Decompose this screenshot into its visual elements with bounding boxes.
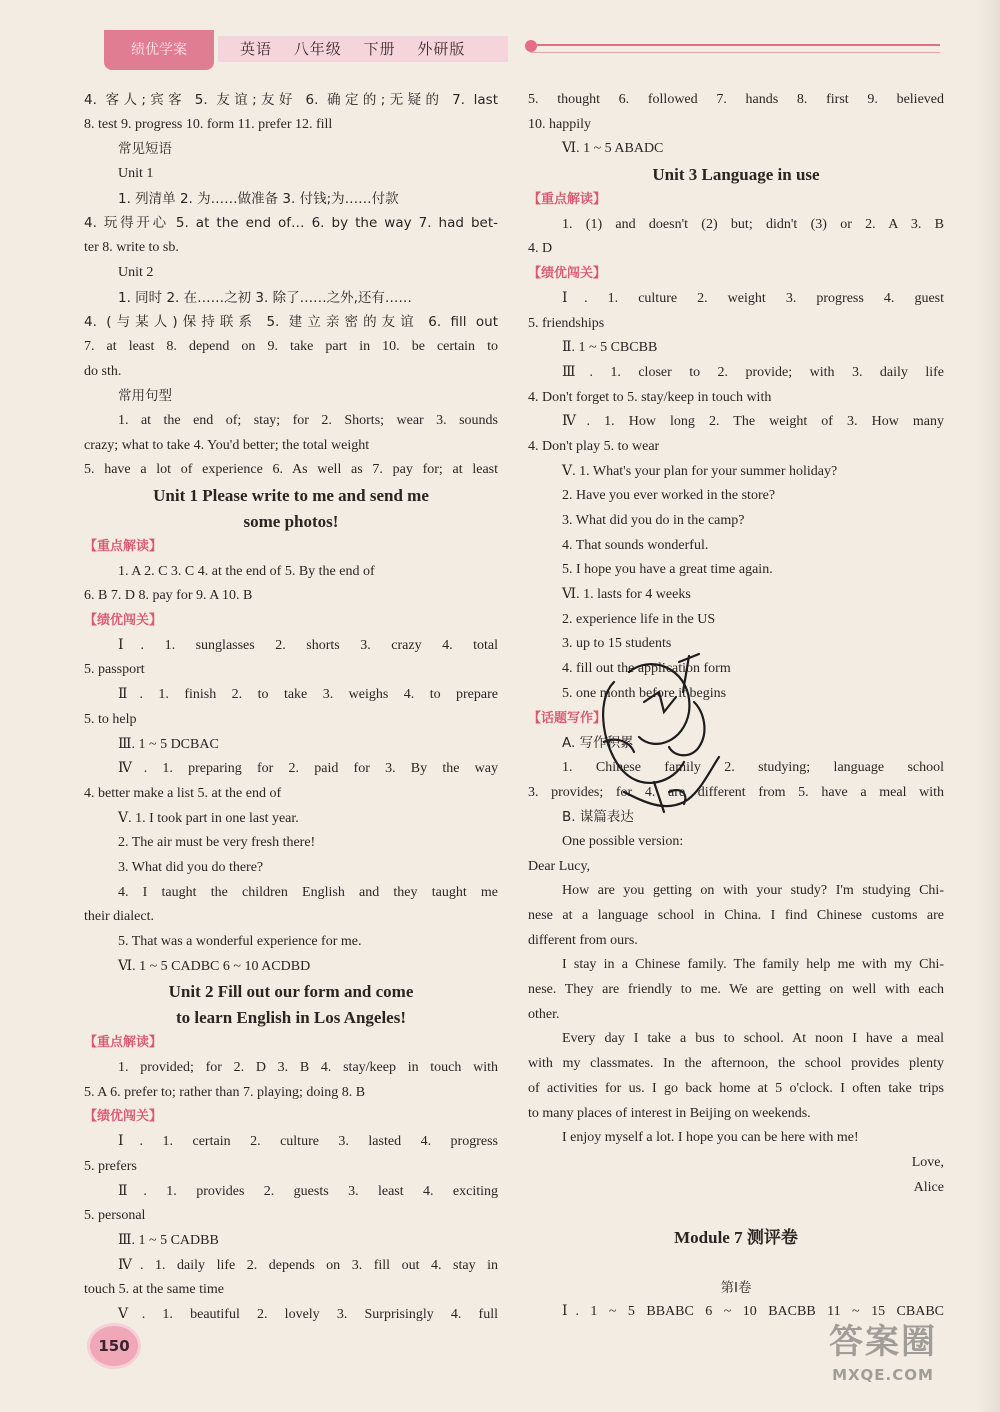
answer-line: Ⅴ. 1. What's your plan for your summer holiday?: [562, 463, 838, 479]
answer-line: 常见短语: [118, 141, 172, 158]
answer-line: 第Ⅰ卷: [720, 1279, 752, 1296]
answer-line: 5. passport: [84, 662, 145, 678]
answer-line: 3. provides; for 4. are different from 5. have a meal with: [528, 784, 944, 800]
answer-line: 5. have a lot of experience 6. As well as 7. pay for; at least: [84, 462, 498, 478]
answer-line: Ⅰ. 1. sunglasses 2. shorts 3. crazy 4. total: [118, 637, 498, 653]
answer-line: Ⅰ. 1. culture 2. weight 3. progress 4. guest: [562, 290, 944, 306]
answer-line: ter 8. write to sb.: [84, 240, 179, 256]
answer-line: Ⅰ. 1 ~ 5 BBABC 6 ~ 10 BACBB 11 ~ 15 CBABC: [562, 1304, 944, 1320]
answer-line: 1. (1) and doesn't (2) but; didn't (3) or 2. A 3. B: [562, 216, 944, 232]
answer-line: 5. personal: [84, 1208, 146, 1224]
answer-line: 4. Don't play 5. to wear: [528, 438, 660, 454]
answer-line: 2. The air must be very fresh there!: [118, 835, 316, 851]
answer-line: Ⅴ. 1. beautiful 2. lovely 3. Surprisingly 4. full: [118, 1306, 498, 1322]
answer-line: 5. to help: [84, 711, 137, 727]
answer-line: 4. I taught the children English and they taught me: [118, 884, 498, 900]
answer-line: Ⅳ. 1. preparing for 2. paid for 3. By the way: [118, 761, 498, 777]
answer-line: A. 写作积累: [562, 735, 634, 752]
left-answer-column: [84, 88, 498, 1328]
watermark-title: 答案圈: [829, 1322, 937, 1362]
answer-line: [528, 1200, 944, 1225]
answer-line: 4. (与某人)保持联系 5. 建立亲密的友谊 6. fill out: [84, 314, 498, 331]
answer-line: Dear Lucy,: [528, 858, 591, 874]
answer-line: 5. friendships: [528, 315, 605, 331]
answer-line: Unit 1 Please write to me and send me: [153, 486, 429, 505]
answer-line: Alice: [913, 1179, 944, 1195]
answer-line: 5. thought 6. followed 7. hands 8. first 9. believed: [528, 92, 944, 107]
answer-line: 1. 列清单 2. 为……做准备 3. 付钱;为……付款: [118, 190, 399, 207]
answer-line: [528, 1251, 944, 1276]
answer-line: 1. Chinese family 2. studying; language school: [562, 759, 944, 775]
subject-label: 英语: [240, 40, 273, 58]
answer-line: Ⅵ. 1 ~ 5 CADBC 6 ~ 10 ACDBD: [118, 958, 311, 974]
edition-label: 外研版: [417, 40, 466, 58]
answer-line: Ⅲ. 1 ~ 5 CADBB: [118, 1232, 219, 1248]
answer-line: do sth.: [84, 363, 122, 379]
answer-line: 5. prefers: [84, 1158, 137, 1174]
grade-label: 八年级: [293, 40, 342, 58]
answer-line: 4. Don't forget to 5. stay/keep in touch with: [528, 389, 772, 405]
answer-line: Unit 3 Language in use: [652, 165, 820, 185]
answer-line: 2. experience life in the US: [562, 611, 716, 627]
answer-line: 10. happily: [528, 116, 591, 132]
answer-line: to many places of interest in Beijing on weekends.: [528, 1105, 811, 1121]
answer-line: Love,: [911, 1154, 944, 1170]
answer-line: Ⅳ. 1. How long 2. The weight of 3. How many: [562, 414, 944, 430]
header-rule-thin: [530, 52, 940, 53]
answer-line: 3. What did you do there?: [118, 859, 264, 875]
answer-line: One possible version:: [562, 833, 684, 849]
watermark-url: MXQE.COM: [832, 1366, 934, 1384]
answer-line: 【重点解读】: [528, 192, 607, 208]
answer-line: How are you getting on with your study? I'm studying Chi-: [562, 883, 944, 899]
answer-line: 5. I hope you have a great time again.: [562, 562, 773, 578]
answer-line: touch 5. at the same time: [84, 1282, 224, 1298]
page-header: [0, 0, 1000, 80]
answer-line: Unit 2 Fill out our form and come: [168, 982, 414, 1002]
header-rule: [530, 44, 940, 46]
answer-line: nese. They are friendly to me. We are getting on well with each: [528, 982, 944, 998]
answer-line: 2. Have you ever worked in the store?: [562, 488, 776, 504]
answer-line: nese at a language school in China. I find Chinese customs are: [528, 908, 944, 923]
book-title-bar: [218, 36, 508, 62]
answer-line: 5. one month before it begins: [562, 685, 727, 701]
answer-line: 1. A 2. C 3. C 4. at the end of 5. By the end of: [118, 563, 375, 579]
answer-line: to learn English in Los Angeles!: [175, 1008, 406, 1028]
answer-line: other.: [528, 1006, 560, 1022]
answer-line: 【重点解读】: [84, 1035, 163, 1051]
series-logo: 绩优学案: [104, 30, 214, 70]
answer-line: Unit 2: [118, 264, 154, 280]
answer-line: 【绩优闯关】: [528, 266, 607, 282]
answer-line: crazy; what to take 4. You'd better; the total weight: [84, 437, 370, 453]
answer-line: Ⅳ. 1. daily life 2. depends on 3. fill out 4. stay in: [118, 1257, 498, 1273]
answer-line: 4. 玩得开心 5. at the end of… 6. by the way 7. had bet-: [84, 215, 498, 232]
answer-line: of activities for us. I go back home at 5 o'clock. I often take trips: [528, 1080, 944, 1096]
page-number: 150: [90, 1326, 138, 1366]
answer-line: with my classmates. In the afternoon, the school provides plenty: [528, 1056, 944, 1072]
answer-line: Module 7 测评卷: [674, 1227, 798, 1247]
answer-line: Ⅵ. 1. lasts for 4 weeks: [562, 587, 691, 603]
site-watermark-logo: [798, 1320, 968, 1410]
answer-line: 4. fill out the application form: [562, 661, 731, 677]
answer-line: 1. provided; for 2. D 3. B 4. stay/keep in touch with: [118, 1060, 498, 1076]
handwriting-watermark-icon: [584, 642, 734, 832]
answer-line: Ⅲ. 1. closer to 2. provide; with 3. daily life: [562, 364, 944, 380]
answer-line: Ⅱ. 1. provides 2. guests 3. least 4. exciting: [118, 1183, 498, 1199]
answer-line: I stay in a Chinese family. The family help me with my Chi-: [562, 957, 944, 973]
answer-line: Ⅱ. 1 ~ 5 CBCBB: [562, 340, 658, 356]
answer-line: I enjoy myself a lot. I hope you can be here with me!: [562, 1130, 859, 1146]
answer-line: 【重点解读】: [84, 539, 163, 554]
answer-line: 1. at the end of; stay; for 2. Shorts; wear 3. sounds: [118, 412, 498, 428]
answer-line: 4. D: [528, 241, 553, 257]
answer-line: 4. That sounds wonderful.: [562, 537, 709, 553]
answer-line: different from ours.: [528, 932, 638, 948]
answer-line: their dialect.: [84, 909, 154, 925]
answer-line: 1. 同时 2. 在……之初 3. 除了……之外,还有……: [118, 289, 412, 306]
answer-line: 5. A 6. prefer to; rather than 7. playing; doing 8. B: [84, 1084, 366, 1100]
answer-line: 【绩优闯关】: [84, 1109, 163, 1125]
answer-line: 7. at least 8. depend on 9. take part in 10. be certain to: [84, 338, 498, 354]
answer-line: 【绩优闯关】: [84, 613, 163, 629]
answer-line: some photos!: [243, 512, 339, 531]
answer-line: Ⅰ. 1. certain 2. culture 3. lasted 4. progress: [118, 1134, 498, 1150]
answer-line: Unit 1: [118, 166, 154, 182]
answer-line: 【话题写作】: [528, 710, 607, 726]
answer-line: Ⅴ. 1. I took part in one last year.: [118, 810, 299, 826]
volume-label: 下册: [363, 40, 396, 58]
answer-line: Ⅱ. 1. finish 2. to take 3. weighs 4. to prepare: [118, 687, 498, 703]
answer-line: 5. That was a wonderful experience for me.: [118, 934, 362, 949]
answer-line: 常用句型: [118, 388, 172, 405]
answer-line: 8. test 9. progress 10. form 11. prefer 12. fill: [84, 116, 333, 132]
answer-line: Ⅵ. 1 ~ 5 ABADC: [562, 141, 664, 157]
page-spine-shadow: [976, 0, 1000, 1412]
answer-line: 6. B 7. D 8. pay for 9. A 10. B: [84, 588, 253, 604]
answer-line: 3. What did you do in the camp?: [562, 513, 745, 528]
answer-line: 4. better make a list 5. at the end of: [84, 785, 282, 801]
answer-line: 4. 客人;宾客 5. 友谊;友好 6. 确定的;无疑的 7. last: [84, 92, 498, 108]
answer-line: Every day I take a bus to school. At noon I have a meal: [562, 1031, 944, 1047]
answer-line: 3. up to 15 students: [562, 636, 672, 652]
answer-line: Ⅲ. 1 ~ 5 DCBAC: [118, 736, 219, 752]
header-dot-icon: [525, 40, 537, 52]
answer-line: B. 谋篇表达: [562, 809, 634, 826]
